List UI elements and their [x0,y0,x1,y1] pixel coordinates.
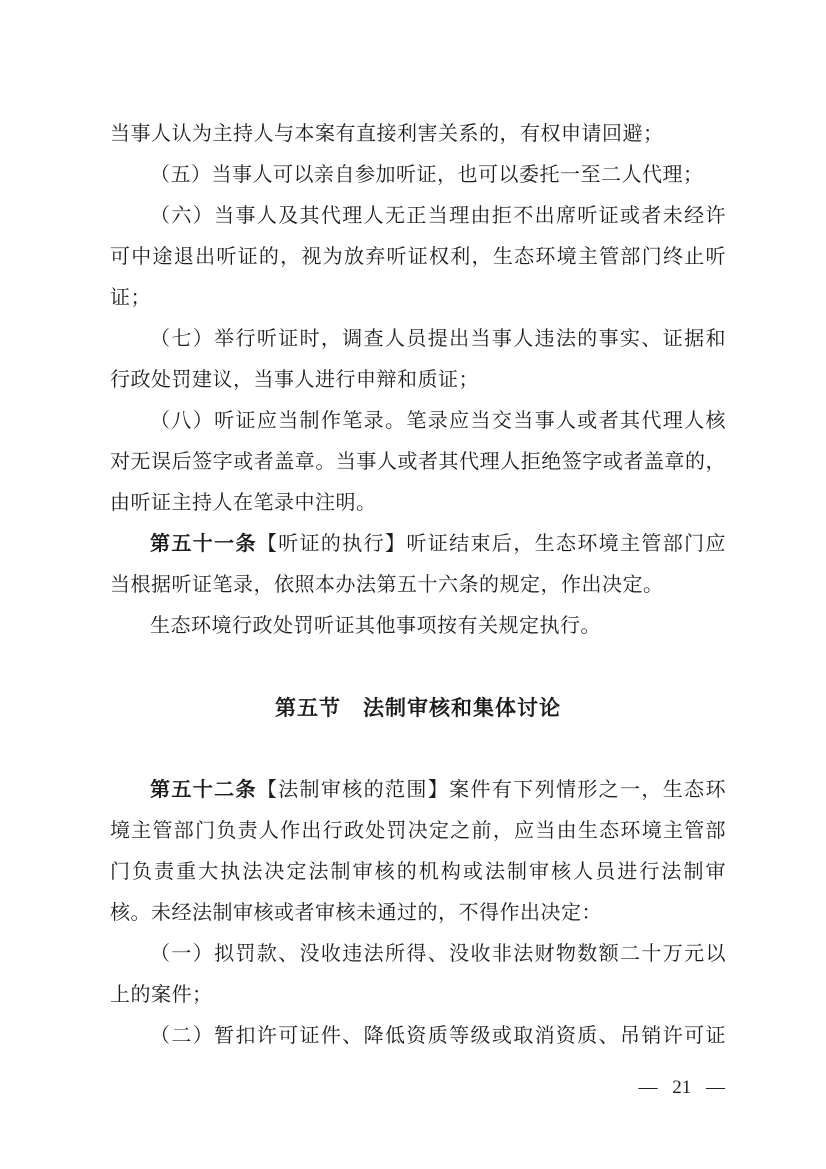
text-line: 生态环境行政处罚听证其他事项按有关规定执行。 [150,615,601,637]
text-line: 境主管部门负责人作出行政处罚决定之前，应当由生态环境主管部 [110,820,726,842]
text-line [110,524,726,565]
text-segment: 听证结束后，生态环境主管部门应 [406,533,726,555]
text-segment: 【法制审核的范围】 [256,779,450,801]
text-line: 上的案件； [110,984,213,1006]
page-number: — 21 — [638,1077,725,1098]
text-line: （二）暂扣许可证件、降低资质等级或取消资质、吊销许可证 [150,1025,726,1047]
text-line [110,770,726,811]
text-line: 证； [110,287,151,309]
text-line: 可中途退出听证的，视为放弃听证权利，生态环境主管部门终止听 [110,246,726,268]
article-number: 第五十二条 [150,779,257,801]
text-line: （六）当事人及其代理人无正当理由拒不出席听证或者未经许 [150,205,726,227]
blank-line [110,647,726,688]
section-heading: 第五节 法制审核和集体讨论 [275,696,561,720]
text-line: 对无误后签字或者盖章。当事人或者其代理人拒绝签字或者盖章的， [110,451,726,473]
text-line: （八）听证应当制作笔录。笔录应当交当事人或者其代理人核 [150,410,726,432]
blank-line [110,729,726,770]
text-line: 当事人认为主持人与本案有直接利害关系的，有权申请回避； [110,123,664,145]
text-line: 核。未经法制审核或者审核未通过的，不得作出决定： [110,902,602,924]
text-line: 由听证主持人在笔录中注明。 [110,492,377,514]
text-line: 门负责重大执法决定法制审核的机构或法制审核人员进行法制审 [110,861,726,883]
text-body [110,114,726,1057]
text-line: 行政处罚建议，当事人进行申辩和质证； [110,369,479,391]
text-line: （五）当事人可以亲自参加听证，也可以委托一至二人代理； [150,164,704,186]
text-line: 当根据听证笔录，依照本办法第五十六条的规定，作出决定。 [110,574,664,596]
text-line: （七）举行听证时，调查人员提出当事人违法的事实、证据和 [150,328,726,350]
text-line: （一）拟罚款、没收违法所得、没收非法财物数额二十万元以 [150,943,726,965]
article-number: 第五十一条 [150,533,257,555]
text-segment: 【听证的执行】 [256,533,407,555]
text-segment: 案件有下列情形之一，生态环 [449,779,726,801]
